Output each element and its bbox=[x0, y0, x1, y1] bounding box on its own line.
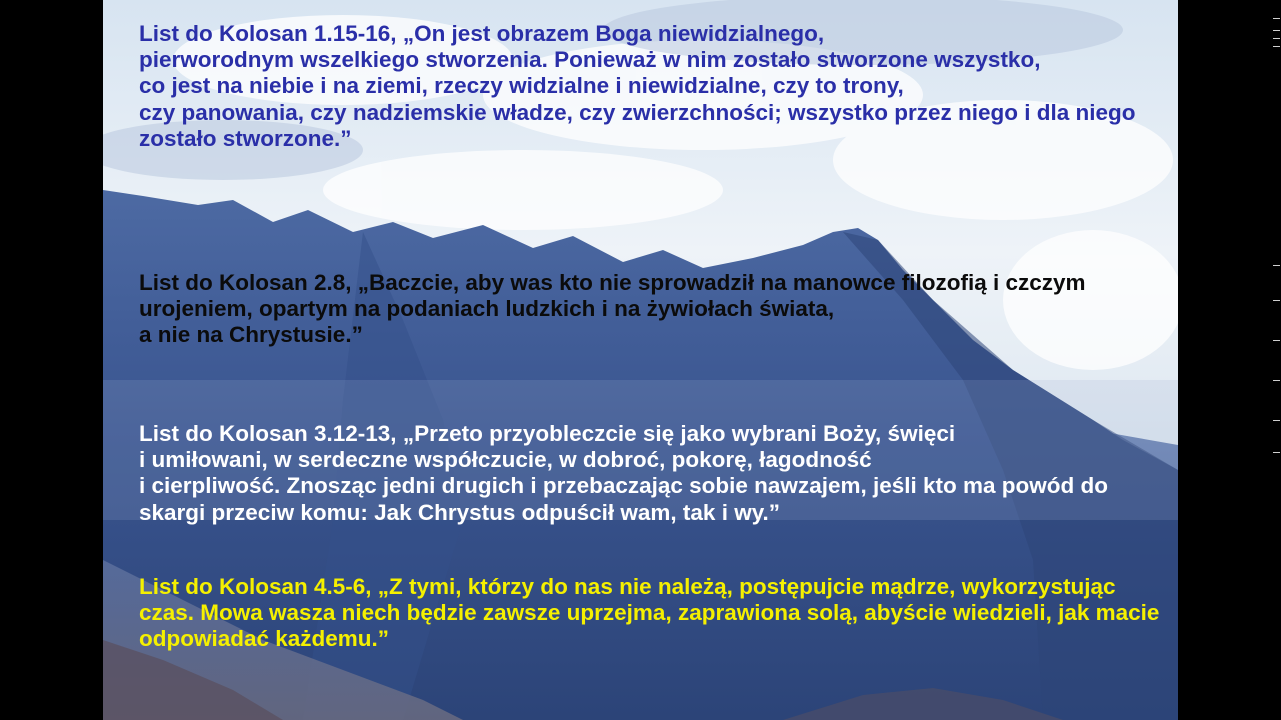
edge-mark bbox=[1273, 30, 1280, 31]
edge-mark bbox=[1273, 452, 1280, 453]
verse-colossians-1-15-16: List do Kolosan 1.15-16, „On jest obrazem Boga niewidzialnego, pierworodnym wszelkiego stworzenia. Ponieważ w nim zostało stworzone wszystko, co jest na niebie i na ziemi, rzeczy widzialne i niewidzialne, czy to trony, czy panowania, czy nadziemskie władze, czy zwierzchności; wszystko przez niego i dla niego zostało stworzone.” bbox=[139, 21, 1136, 151]
verse-colossians-4-5-6: List do Kolosan 4.5-6, „Z tymi, którzy do nas nie należą, postępujcie mądrze, wykorzystując czas. Mowa wasza niech będzie zawsze uprzejma, zaprawiona solą, abyście wiedzieli, jak macie odpowiadać każdemu.” bbox=[139, 574, 1160, 652]
verse-colossians-2-8: List do Kolosan 2.8, „Baczcie, aby was kto nie sprowadził na manowce filozofią i czczym urojeniem, opartym na podaniach ludzkich i na żywiołach świata, a nie na Chrystusie.” bbox=[139, 270, 1086, 348]
edge-mark bbox=[1273, 340, 1280, 341]
edge-scroll-marks bbox=[1271, 0, 1281, 720]
verse-colossians-3-12-13: List do Kolosan 3.12-13, „Przeto przyobleczcie się jako wybrani Boży, święci i umiłowani, w serdeczne współczucie, w dobroć, pokorę, łagodność i cierpliwość. Znosząc jedni drugich i przebaczając sobie nawzajem, jeśli kto ma powód do skargi przeciw komu: Jak Chrystus odpuścił wam, tak i wy.” bbox=[139, 421, 1108, 525]
slide bbox=[103, 0, 1178, 720]
edge-mark bbox=[1273, 265, 1280, 266]
edge-mark bbox=[1273, 300, 1280, 301]
edge-mark bbox=[1273, 38, 1280, 39]
edge-mark bbox=[1273, 420, 1280, 421]
edge-mark bbox=[1273, 380, 1280, 381]
edge-mark bbox=[1273, 18, 1280, 19]
edge-mark bbox=[1273, 46, 1280, 47]
